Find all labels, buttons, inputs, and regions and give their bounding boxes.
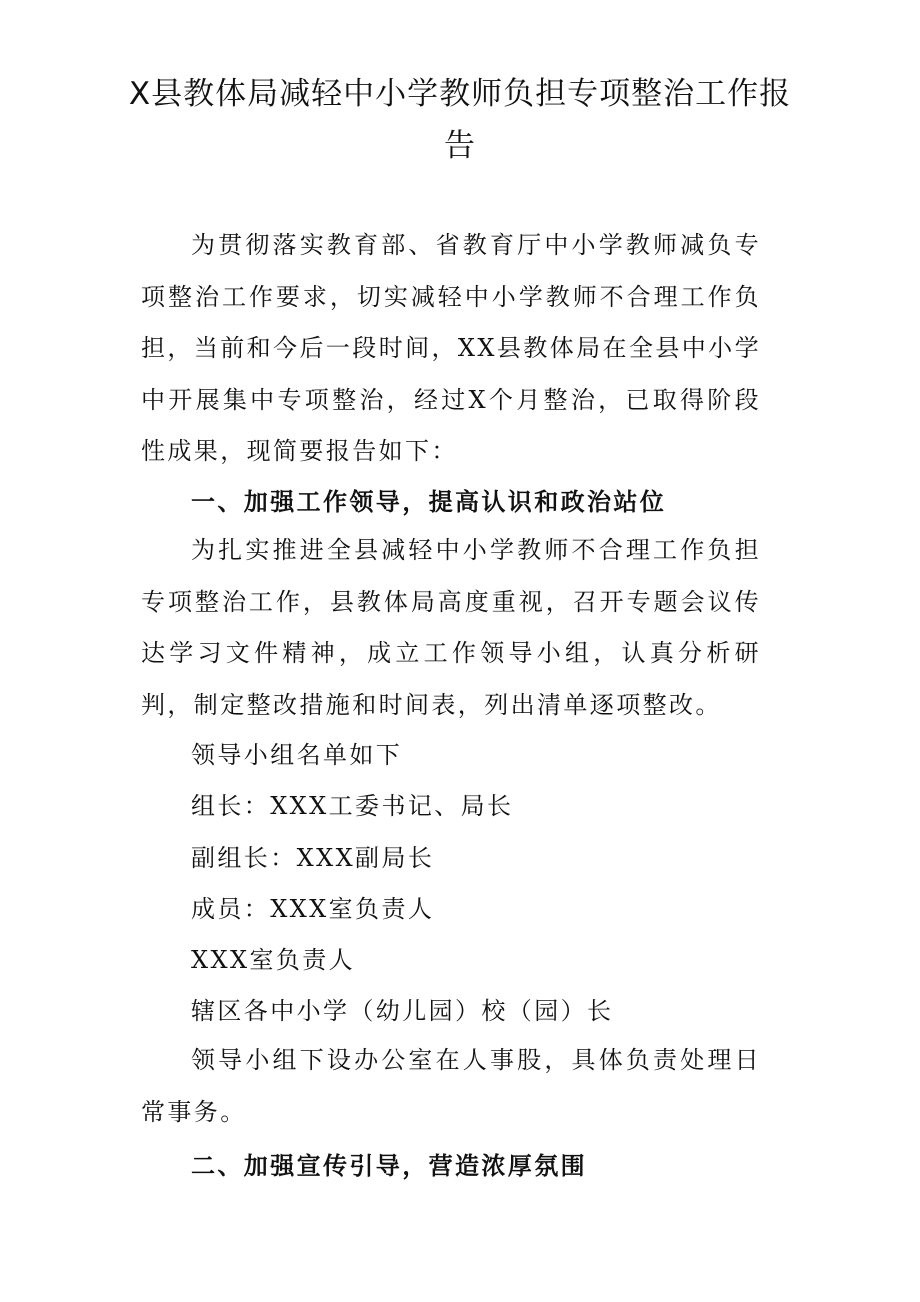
leadership-deputy: 副组长：XXX副局长	[191, 844, 435, 872]
leadership-list-intro: 领导小组名单如下	[191, 741, 403, 769]
section-1-heading: 一、加强工作领导，提高认识和政治站位	[191, 487, 667, 516]
leadership-member-3: 辖区各中小学（幼儿园）校（园）长	[191, 997, 614, 1025]
office-paragraph: 领导小组下设办公室在人事股，具体负责处理日常事务。	[141, 1046, 761, 1126]
section-2-heading: 二、加强宣传引导，营造浓厚氛围	[191, 1151, 587, 1180]
leadership-members: 成员：XXX室负责人	[191, 895, 435, 923]
leadership-leader: 组长：XXX工委书记、局长	[191, 792, 514, 820]
intro-paragraph: 为贯彻落实教育部、省教育厅中小学教师减负专项整治工作要求，切实减轻中小学教师不合理工作负担，当前和今后一段时间，XX县教体局在全县中小学中开展集中专项整治，经过X个月整治，已取得阶段性成果，现简要报告如下：	[141, 231, 761, 465]
leadership-member-2: XXX室负责人	[191, 946, 356, 974]
document-title: X县教体局减轻中小学教师负担专项整治工作报告	[128, 76, 792, 164]
section-1-body: 为扎实推进全县减轻中小学教师不合理工作负担专项整治工作，县教体局高度重视，召开专题会议传达学习文件精神，成立工作领导小组，认真分析研判，制定整改措施和时间表，列出清单逐项整改。	[141, 536, 761, 719]
